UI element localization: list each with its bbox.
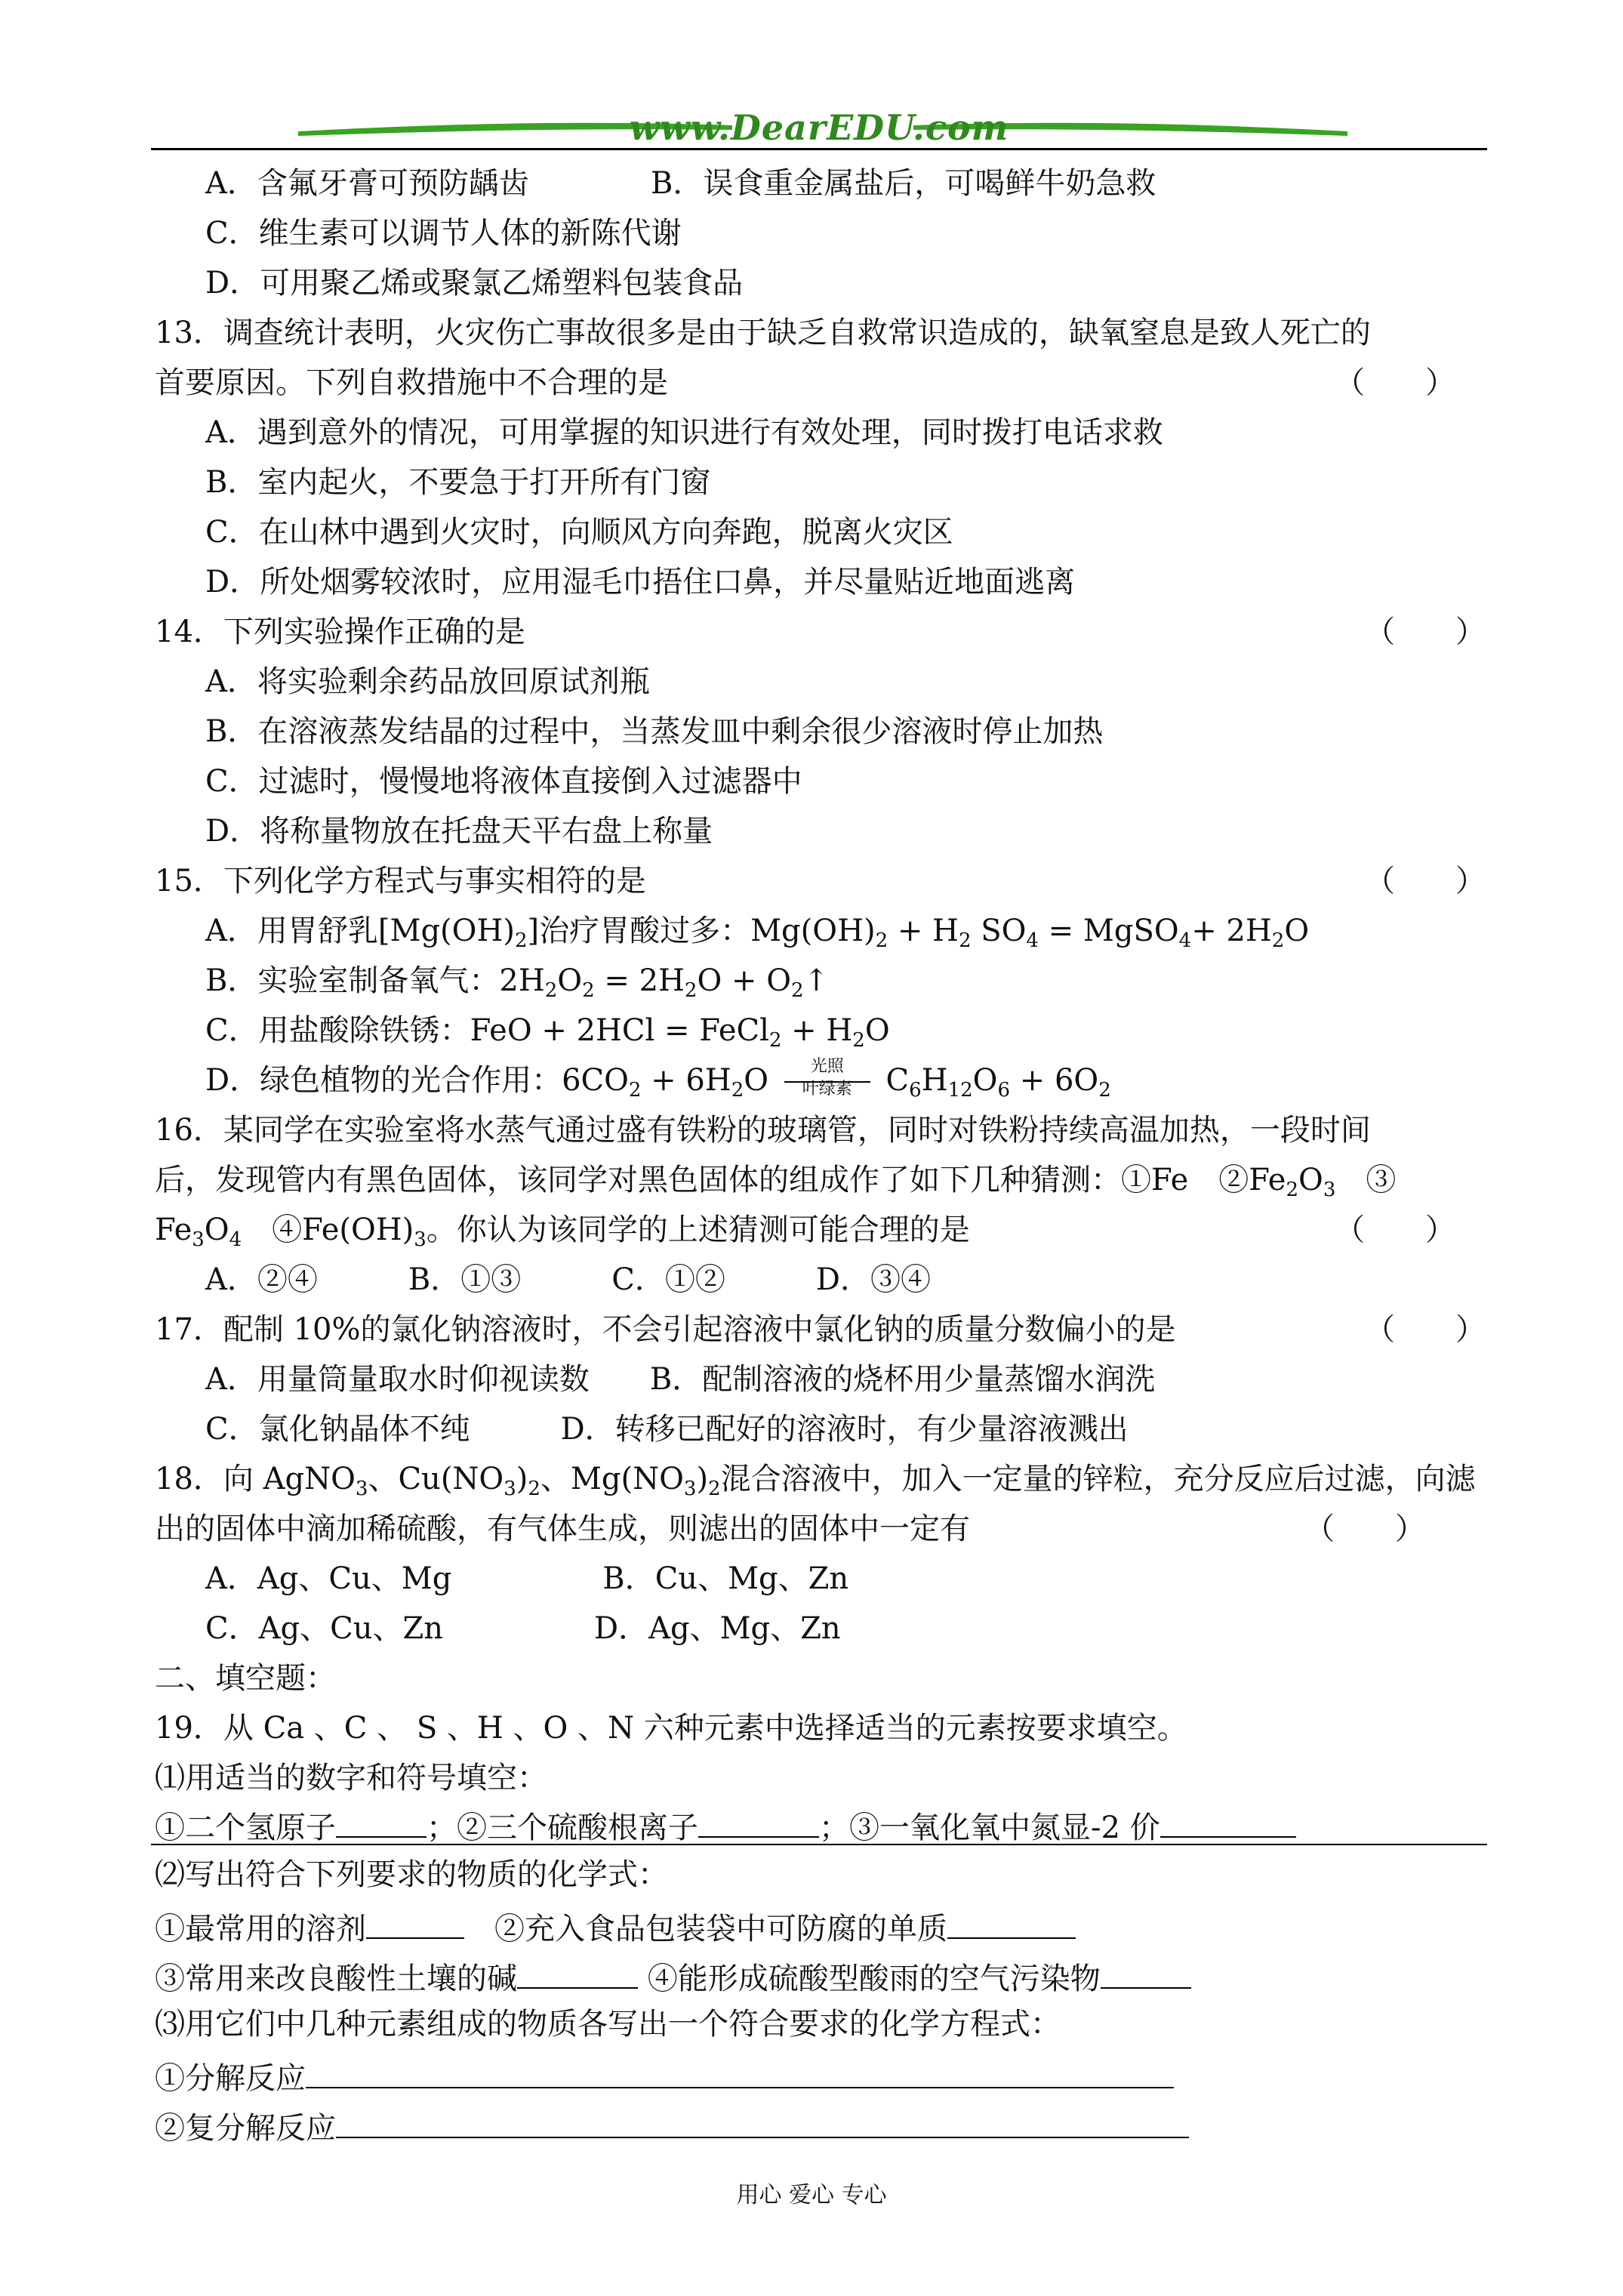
q13-option-b: B．室内起火，不要急于打开所有门窗 bbox=[205, 465, 711, 500]
q18-stem-2: 出的固体中滴加稀硫酸，有气体生成，则滤出的固体中一定有 bbox=[155, 1512, 970, 1546]
q15-option-b: B．实验室制备氧气：$2H_2O_2 = 2H_2O$ + $O_2↑$ bbox=[205, 963, 830, 1002]
q19-part-3-row-1: ①分解反应 bbox=[155, 2057, 1174, 2096]
q12-option-b: B．误食重金属盐后，可喝鲜牛奶急救 bbox=[651, 166, 1156, 201]
q14-stem: 14．下列实验操作正确的是 bbox=[155, 615, 525, 649]
q12-option-a: A．含氟牙膏可预防龋齿 bbox=[205, 166, 529, 201]
q17-options-cd: C．氯化钠晶体不纯 D．转移已配好的溶液时，有少量溶液溅出 bbox=[205, 1412, 1129, 1447]
q17-answer-paren: （ ） bbox=[1365, 1312, 1486, 1347]
page-footer: 用心 爱心 专心 bbox=[736, 2182, 887, 2208]
q19-blank-5[interactable] bbox=[947, 1907, 1076, 1939]
q19-part-2-row-1: ①最常用的溶剂 ②充入食品包装袋中可防腐的单质 bbox=[155, 1907, 1076, 1946]
q19-stem: 19．从 Ca 、C 、 S 、H 、O 、N 六种元素中选择适当的元素按要求填空。 bbox=[155, 1711, 1187, 1746]
q19-part-3-title: ⑶用它们中几种元素组成的物质各写出一个符合要求的化学方程式： bbox=[155, 2007, 1061, 2042]
q19-blank-6[interactable] bbox=[517, 1957, 638, 1989]
q19-blank-1[interactable] bbox=[336, 1806, 427, 1838]
q14-answer-paren: （ ） bbox=[1365, 615, 1486, 649]
q14-option-d: D．将称量物放在托盘天平右盘上称量 bbox=[205, 814, 713, 849]
section-2-title: 二、填空题： bbox=[155, 1661, 336, 1696]
q19-blank-4[interactable] bbox=[366, 1907, 464, 1939]
header-rule bbox=[151, 148, 1487, 150]
q14-option-b: B．在溶液蒸发结晶的过程中，当蒸发皿中剩余很少溶液时停止加热 bbox=[205, 714, 1104, 749]
q12-option-c: C．维生素可以调节人体的新陈代谢 bbox=[205, 216, 682, 251]
q19-blank-2[interactable] bbox=[698, 1806, 819, 1838]
header-logo bbox=[151, 106, 1487, 151]
q19-blank-3[interactable] bbox=[1160, 1806, 1296, 1838]
q13-answer-paren: （ ） bbox=[1335, 365, 1455, 400]
site-name: www.DearEDU.com bbox=[629, 107, 1009, 148]
q15-stem: 15．下列化学方程式与事实相符的是 bbox=[155, 864, 646, 898]
q12-option-d: D．可用聚乙烯或聚氯乙烯塑料包装食品 bbox=[205, 266, 744, 300]
q16-stem-1: 16．某同学在实验室将水蒸气通过盛有铁粉的玻璃管，同时对铁粉持续高温加热，一段时间 bbox=[155, 1113, 1371, 1148]
q13-stem-2: 首要原因。下列自救措施中不合理的是 bbox=[155, 365, 668, 400]
q18-options-cd: C．Ag、Cu、Zn D．Ag、Mg、Zn bbox=[205, 1611, 841, 1646]
q19-blank-8[interactable] bbox=[306, 2057, 1174, 2088]
q19-part-2-title: ⑵写出符合下列要求的物质的化学式： bbox=[155, 1857, 668, 1892]
q18-answer-paren: （ ） bbox=[1304, 1512, 1425, 1546]
q17-stem: 17．配制 10%的氯化钠溶液时，不会引起溶液中氯化钠的质量分数偏小的是 bbox=[155, 1312, 1176, 1347]
q15-option-d: D．绿色植物的光合作用：$6CO_2 + 6H_2O$ 光照 叶绿素 $C_6H_{12}O_6 + 6O_2$ bbox=[205, 1057, 1111, 1102]
q18-options-ab: A．Ag、Cu、Mg B．Cu、Mg、Zn bbox=[205, 1561, 849, 1596]
q16-stem-3: $Fe_3O_4$ $④Fe(OH)_3$。你认为该同学的上述猜测可能合理的是 bbox=[155, 1213, 970, 1251]
q14-option-a: A．将实验剩余药品放回原试剂瓶 bbox=[205, 664, 650, 699]
q15-option-a: A．用胃舒乳$[Mg(OH)_2]$治疗胃酸过多：$Mg(OH)_2 + H_2$ $SO_4$ = MgSO$_4$+ $2H_2O$ bbox=[205, 914, 1310, 952]
q18-stem-1: 18．向 AgNO$_3$、$Cu(NO_3)_2$、$Mg(NO_3)_2$混合溶液中，加入一定量的锌粒，充分反应后过滤，向滤 bbox=[155, 1462, 1476, 1500]
q13-option-a: A．遇到意外的情况，可用掌握的知识进行有效处理，同时拨打电话求救 bbox=[205, 415, 1163, 450]
q17-options-ab: A．用量筒量取水时仰视读数 B．配制溶液的烧杯用少量蒸馏水润洗 bbox=[205, 1362, 1156, 1397]
q19-part-2-row-2: ③常用来改良酸性土壤的碱 ④能形成硫酸型酸雨的空气污染物 bbox=[155, 1957, 1191, 1996]
q19-blank-9[interactable] bbox=[336, 2106, 1189, 2138]
q19-part-1-title: ⑴用适当的数字和符号填空： bbox=[155, 1761, 547, 1795]
q16-answer-paren: （ ） bbox=[1335, 1213, 1455, 1247]
q13-option-d: D．所处烟雾较浓时，应用湿毛巾捂住口鼻，并尽量贴近地面逃离 bbox=[205, 565, 1076, 599]
q15-answer-paren: （ ） bbox=[1365, 864, 1486, 898]
q16-options: A．②④ B．①③ C．①② D．③④ bbox=[205, 1262, 931, 1297]
q14-option-c: C．过滤时，慢慢地将液体直接倒入过滤器中 bbox=[205, 764, 802, 799]
reaction-condition: 光照 叶绿素 bbox=[778, 1063, 876, 1098]
q15-option-c: C．用盐酸除铁锈：FeO + 2HCl = FeCl$_2$ + $H_2O$ bbox=[205, 1013, 890, 1052]
q13-stem-1: 13．调查统计表明，火灾伤亡事故很多是由于缺乏自救常识造成的，缺氧窒息是致人死亡的 bbox=[155, 316, 1371, 350]
section-divider bbox=[151, 1844, 1487, 1845]
q19-blank-7[interactable] bbox=[1101, 1957, 1191, 1989]
q19-part-3-row-2: ②复分解反应 bbox=[155, 2106, 1189, 2146]
q13-option-c: C．在山林中遇到火灾时，向顺风方向奔跑，脱离火灾区 bbox=[205, 515, 953, 550]
q19-part-1-items: ①二个氢原子 ；②三个硫酸根离子 ；③一氧化氧中氮显-2 价 bbox=[155, 1806, 1296, 1845]
q16-stem-2: 后，发现管内有黑色固体，该同学对黑色固体的组成作了如下几种猜测：①Fe $②Fe_2O_3$ ③ bbox=[155, 1163, 1397, 1201]
